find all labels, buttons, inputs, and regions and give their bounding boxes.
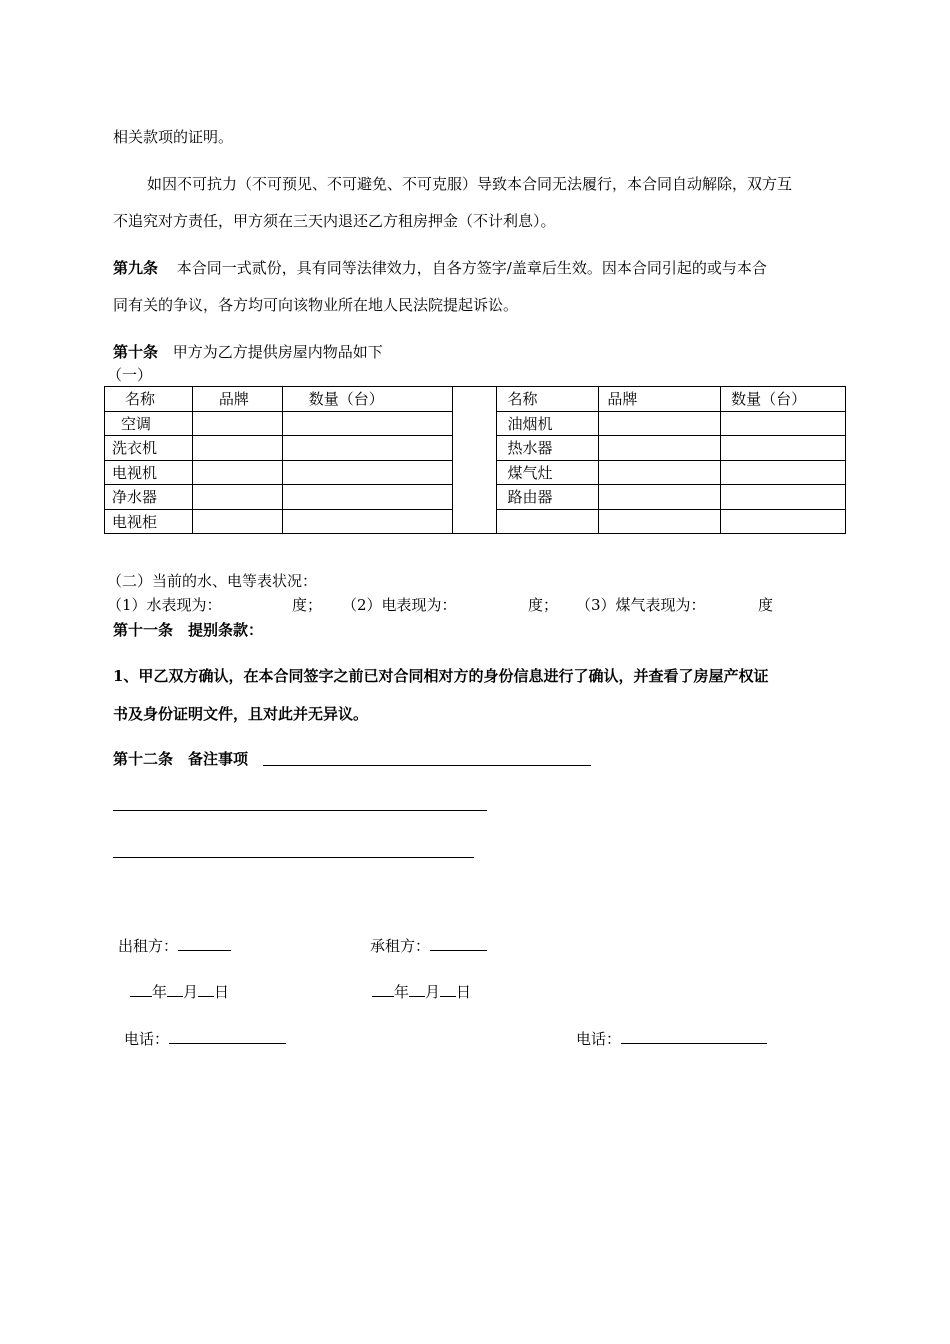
article-11-title: 第十一条 提别条款： bbox=[113, 621, 264, 639]
item-name-right bbox=[497, 509, 599, 534]
item-brand-cell bbox=[192, 460, 282, 485]
remarks-line-3 bbox=[113, 857, 474, 858]
remarks-line-1 bbox=[263, 765, 591, 766]
item-brand-cell bbox=[192, 509, 282, 534]
article-10-text: 甲方为乙方提供房屋内物品如下 bbox=[172, 343, 383, 361]
header-brand-left: 品牌 bbox=[192, 387, 282, 412]
item-qty-cell bbox=[721, 411, 846, 436]
meter-elec-label: （2）电表现为： bbox=[342, 596, 457, 614]
subsection-1: （一） bbox=[107, 366, 153, 384]
item-brand-cell bbox=[599, 485, 721, 510]
lessor-signature bbox=[118, 935, 231, 956]
item-qty-cell bbox=[282, 509, 452, 534]
day-label: 日 bbox=[456, 983, 472, 1001]
item-qty-cell bbox=[721, 436, 846, 461]
item-qty-cell bbox=[721, 485, 846, 510]
items-table bbox=[104, 386, 846, 534]
item-brand-cell bbox=[599, 509, 721, 534]
phone-label: 电话： bbox=[124, 1030, 170, 1048]
item-name-left: 洗衣机 bbox=[105, 436, 193, 461]
phone-blank bbox=[169, 1028, 286, 1044]
month-label: 月 bbox=[183, 983, 199, 1001]
lessee-blank bbox=[430, 935, 487, 951]
item-name-right: 油烟机 bbox=[497, 411, 599, 436]
remarks-line-2 bbox=[113, 810, 487, 811]
item-brand-cell bbox=[192, 436, 282, 461]
item-qty-cell bbox=[282, 411, 452, 436]
article-12-title: 第十二条 备注事项 bbox=[113, 750, 249, 768]
item-name-left: 电视柜 bbox=[105, 509, 193, 534]
table-gap bbox=[452, 387, 497, 534]
lessee-phone bbox=[576, 1028, 767, 1049]
item-qty-cell bbox=[282, 485, 452, 510]
article-9-line2: 同有关的争议，各方均可向该物业所在地人民法院提起诉讼。 bbox=[113, 296, 519, 314]
item-brand-cell bbox=[192, 411, 282, 436]
item-name-right: 煤气灶 bbox=[497, 460, 599, 485]
item-name-left: 空调 bbox=[105, 411, 193, 436]
lessee-date bbox=[372, 981, 471, 1002]
table-header-row bbox=[105, 387, 846, 412]
item-name-right: 路由器 bbox=[497, 485, 599, 510]
article-10-heading bbox=[113, 341, 383, 362]
year-label: 年 bbox=[394, 983, 410, 1001]
header-qty-right: 数量（台） bbox=[721, 387, 846, 412]
item-brand-cell bbox=[599, 436, 721, 461]
item-brand-cell bbox=[192, 485, 282, 510]
force-majeure-line2: 不追究对方责任，甲方须在三天内退还乙方租房押金（不计利息）。 bbox=[113, 212, 556, 230]
item-qty-cell bbox=[282, 460, 452, 485]
lessee-signature bbox=[370, 935, 487, 956]
phone-label: 电话： bbox=[576, 1030, 622, 1048]
subsection-2: （二）当前的水、电等表状况： bbox=[107, 572, 318, 590]
meter-water-unit: 度； bbox=[292, 596, 323, 614]
lessor-phone bbox=[124, 1028, 286, 1049]
year-label: 年 bbox=[152, 983, 168, 1001]
lessor-date bbox=[130, 981, 229, 1002]
header-qty-left: 数量（台） bbox=[282, 387, 452, 412]
item-name-left: 电视机 bbox=[105, 460, 193, 485]
article-9-title: 第九条 bbox=[113, 259, 159, 277]
item-brand-cell bbox=[599, 411, 721, 436]
item-name-left: 净水器 bbox=[105, 485, 193, 510]
header-name-right: 名称 bbox=[497, 387, 599, 412]
lessor-blank bbox=[178, 935, 231, 951]
lessor-label: 出租方： bbox=[118, 937, 179, 955]
article-10-title: 第十条 bbox=[113, 343, 159, 361]
force-majeure-line1: 如因不可抗力（不可预见、不可避免、不可克服）导致本合同无法履行，本合同自动解除，双方互 bbox=[147, 175, 793, 193]
paragraph-p1: 相关款项的证明。 bbox=[113, 128, 234, 146]
lessee-label: 承租方： bbox=[370, 937, 431, 955]
item-qty-cell bbox=[282, 436, 452, 461]
meter-elec-unit: 度； bbox=[528, 596, 559, 614]
day-label: 日 bbox=[214, 983, 230, 1001]
article-9-line1 bbox=[113, 257, 767, 278]
item-qty-cell bbox=[721, 509, 846, 534]
article-9-text: 本合同一式贰份，具有同等法律效力，自各方签字/盖章后生效。因本合同引起的或与本合 bbox=[176, 259, 767, 277]
month-label: 月 bbox=[425, 983, 441, 1001]
item-qty-cell bbox=[721, 460, 846, 485]
item-brand-cell bbox=[599, 460, 721, 485]
phone-blank bbox=[621, 1028, 767, 1044]
meter-water-label: （1）水表现为： bbox=[107, 596, 222, 614]
article-11-line2: 书及身份证明文件，且对此并无异议。 bbox=[113, 705, 369, 723]
meter-gas-label: （3）煤气表现为： bbox=[576, 596, 706, 614]
meter-gas-unit: 度 bbox=[758, 596, 774, 614]
header-brand-right: 品牌 bbox=[599, 387, 721, 412]
header-name-left: 名称 bbox=[105, 387, 193, 412]
article-11-line1: 1、甲乙双方确认，在本合同签字之前已对合同相对方的身份信息进行了确认，并查看了房屋产权证 bbox=[113, 667, 769, 685]
item-name-right: 热水器 bbox=[497, 436, 599, 461]
